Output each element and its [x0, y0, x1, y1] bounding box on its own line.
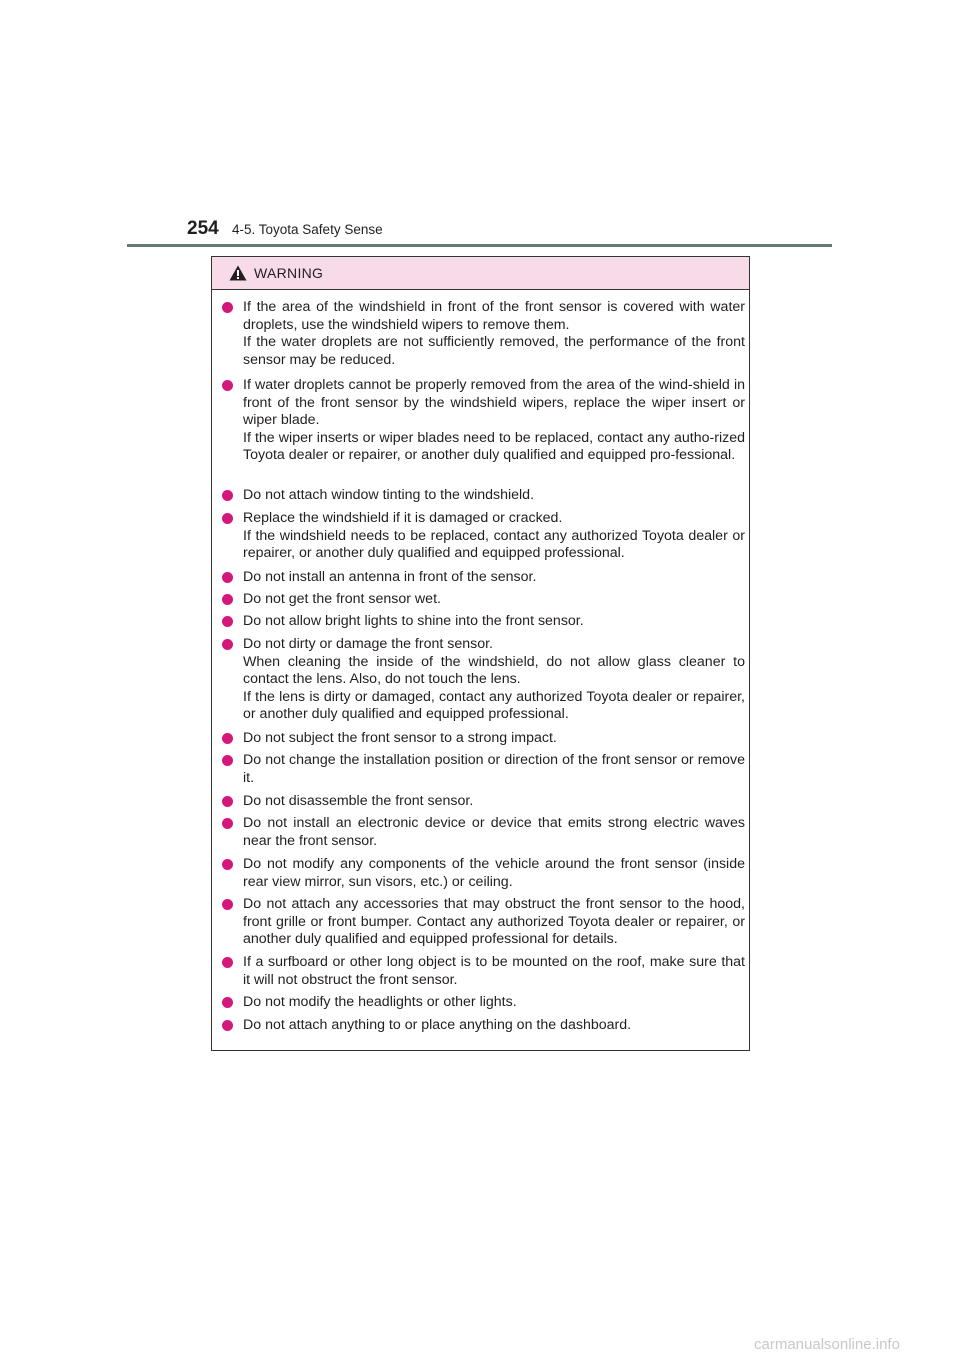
bullet-icon: [222, 957, 233, 968]
warning-item: [222, 994, 745, 1012]
page-number: 254: [187, 218, 219, 239]
warning-item: [222, 510, 745, 563]
bullet-icon: [222, 572, 233, 583]
warning-item-text: Do not disassemble the front sensor.: [243, 793, 474, 809]
warning-item: [222, 613, 745, 631]
warning-item-text: Do not modify the headlights or other lights.: [243, 994, 517, 1010]
warning-item-text: Do not get the front sensor wet.: [243, 591, 441, 607]
bullet-icon: [222, 899, 233, 910]
warning-item: [222, 793, 745, 811]
header-rule: [127, 244, 832, 247]
bullet-icon: [222, 755, 233, 766]
warning-item-text: Do not change the installation position or direction of the front sensor or remove it.: [243, 752, 745, 786]
warning-item: [222, 299, 745, 369]
warning-item-text: Do not allow bright lights to shine into the front sensor.: [243, 613, 584, 629]
warning-item-text: Do not modify any components of the vehicle around the front sensor (inside rear view mirror, sun visors, etc.) or ceiling.: [243, 856, 745, 890]
bullet-icon: [222, 859, 233, 870]
bullet-icon: [222, 997, 233, 1008]
warning-item: [222, 730, 745, 748]
warning-item-text: Do not attach window tinting to the windshield.: [243, 487, 535, 503]
section-title: 4-5. Toyota Safety Sense: [232, 222, 383, 237]
warning-item: [222, 954, 745, 989]
bullet-icon: [222, 639, 233, 650]
warning-header: [212, 257, 749, 290]
warning-item: [222, 856, 745, 891]
warning-item-text: If a surfboard or other long object is to be mounted on the roof, make sure that it will not obstruct the front sensor.: [243, 954, 745, 988]
bullet-icon: [222, 490, 233, 501]
bullet-icon: [222, 380, 233, 391]
warning-item-text: Do not install an antenna in front of the sensor.: [243, 569, 537, 585]
bullet-icon: [222, 1020, 233, 1031]
warning-item: [222, 377, 745, 465]
warning-label: WARNING: [254, 265, 324, 281]
warning-item-text: Do not attach any accessories that may obstruct the front sensor to the hood, front grille or front bumper. Contact any authorized Toyota dealer or repairer, or another duly qualified and equipped professional for details.: [243, 896, 745, 948]
warning-item: [222, 815, 745, 850]
warning-item: [222, 1017, 745, 1035]
bullet-icon: [222, 302, 233, 313]
bullet-icon: [222, 796, 233, 807]
warning-item: [222, 636, 745, 724]
bullet-icon: [222, 733, 233, 744]
bullet-icon: [222, 616, 233, 627]
warning-box: [211, 256, 750, 1051]
warning-item: [222, 569, 745, 587]
warning-item: [222, 896, 745, 949]
warning-item-text: If water droplets cannot be properly removed from the area of the wind-shield in front of the front sensor by the windshield wipers, replace the wiper insert or wiper blade. If the wiper inserts or wiper blades need to be replaced, contact any autho-rized Toyota dealer or repairer, or another duly qualified and equipped pro-fessional.: [243, 377, 745, 464]
warning-item-text: Do not subject the front sensor to a strong impact.: [243, 730, 557, 746]
warning-item: [222, 591, 745, 609]
bullet-icon: [222, 818, 233, 829]
bullet-icon: [222, 513, 233, 524]
warning-item-text: Do not attach anything to or place anything on the dashboard.: [243, 1017, 632, 1033]
warning-item-text: Do not dirty or damage the front sensor. When cleaning the inside of the windshield, do not allow glass cleaner to contact the lens. Also, do not touch the lens. If the lens is dirty or damaged, contact any authorized Toyota dealer or repairer, or another duly qualified and equipped professional.: [243, 636, 745, 723]
warning-triangle-icon: [229, 265, 247, 281]
warning-item: [222, 752, 745, 787]
warning-item-text: Do not install an electronic device or device that emits strong electric waves near the front sensor.: [243, 815, 745, 849]
warning-item-text: If the area of the windshield in front of the front sensor is covered with water droplets, use the windshield wipers to remove them. If the water droplets are not sufficiently removed, the performance of the front sensor may be reduced.: [243, 299, 745, 368]
warning-item: [222, 487, 745, 505]
bullet-icon: [222, 594, 233, 605]
watermark: carmanualsonline.info: [754, 1336, 900, 1353]
warning-item-text: Replace the windshield if it is damaged or cracked. If the windshield needs to be replaced, contact any authorized Toyota dealer or repairer, or another duly qualified and equipped professional.: [243, 510, 745, 562]
